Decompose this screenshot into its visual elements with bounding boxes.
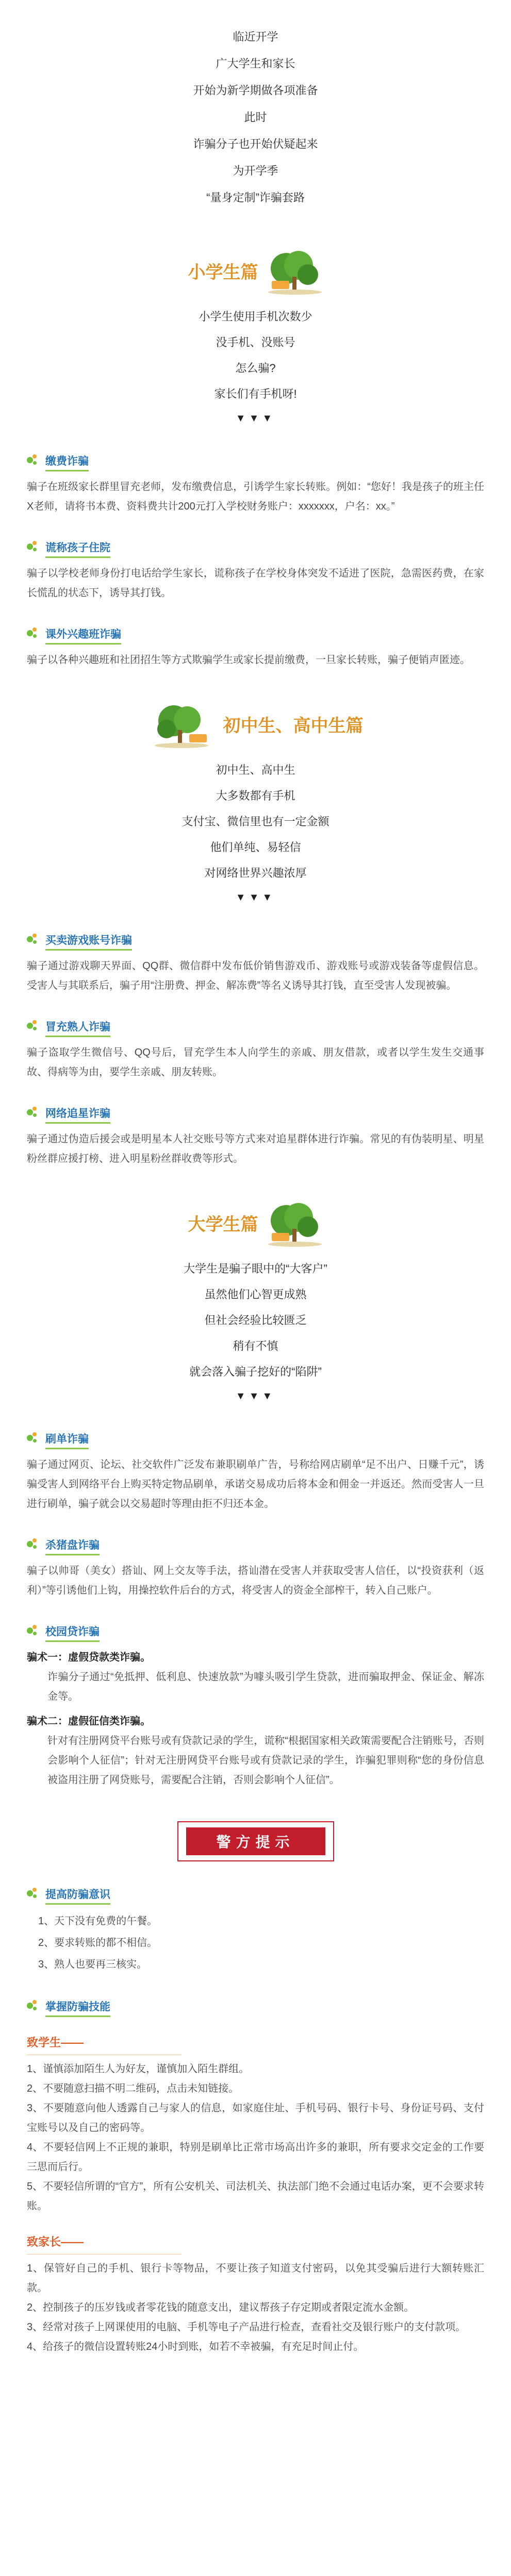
subheading-title: 提高防骗意识 <box>45 1889 110 1901</box>
police-tip-banner <box>0 1805 511 1877</box>
intro-line: 怎么骗? <box>235 362 276 375</box>
list-item: 3、不要随意向他人透露自己与家人的信息，如家庭住址、手机号码、银行卡号、身份证号码、支付宝账号以及自己的密码等。 <box>27 2103 484 2133</box>
section-banner-college <box>0 1189 511 1256</box>
paragraph: 骗子以帅哥（美女）搭讪、网上交友等手法，搭讪潜在受害人并获取受害人信任，以“投资获利（返利）”等引诱他们上钩，用操控软件后台的方式，将受害人的资金全部榨干，转入自己账户。 <box>27 1565 484 1596</box>
bullet-dots-icon <box>27 541 39 553</box>
subheading <box>27 617 511 650</box>
bullet-dots-icon <box>27 2000 39 2012</box>
intro-line: 虽然他们心智更成熟 <box>204 1288 307 1301</box>
subheading-title: 缴费诈骗 <box>45 455 89 467</box>
intro-line: 大学生是骗子眼中的“大客户” <box>184 1262 327 1275</box>
section-banner-secondary <box>0 690 511 757</box>
down-arrows-icon: ▼▼▼ <box>235 1391 276 1402</box>
paragraph <box>27 1648 484 1706</box>
intro-line: 他们单纯、易轻信 <box>210 841 301 854</box>
subheading-title: 校园贷诈骗 <box>45 1626 100 1638</box>
subheading <box>27 1528 511 1561</box>
intro-line: 但社会经验比较匮乏 <box>204 1314 307 1327</box>
list-item: 4、给孩子的微信设置转账24小时到账，如若不幸被骗，有充足时间止付。 <box>27 2341 364 2352</box>
list-item: 5、不要轻信所谓的“官方”，所有公安机关、司法机关、执法部门绝不会通过电话办案，更不会要求转账。 <box>27 2181 484 2212</box>
section-title: 大学生篇 <box>188 1214 258 1234</box>
subheading-title: 刷单诈骗 <box>45 1433 89 1445</box>
intro-line: 家长们有手机呀! <box>214 387 297 400</box>
secondary-intro <box>0 757 511 909</box>
bullet-dots-icon <box>27 1432 39 1445</box>
paragraph: 骗子盗取学生微信号、QQ号后，冒充学生本人向学生的亲戚、朋友借款，或者以学生发生交通事故、得病等为由，要学生亲戚、朋友转账。 <box>27 1047 484 1078</box>
subheading <box>27 1096 511 1129</box>
subheading-title: 掌握防骗技能 <box>45 2001 110 2013</box>
paragraph: 骗子通过网页、论坛、社交软件广泛发布兼职刷单广告，号称给网店刷单“足不出户、日赚千元”，诱骗受害人到网络平台上购买特定物品刷单，承诺交易成功后将本金和佣金一并返还。然而受害人一旦进行刷单，骗子就会以交易超时等理由拒不归还本金。 <box>27 1459 484 1510</box>
group-label-students: 致学生—— <box>27 2036 84 2049</box>
intro-line: 稍有不慎 <box>233 1340 278 1352</box>
list-item: 1、保管好自己的手机、银行卡等物品，不要让孩子知道支付密码，以免其受骗后进行大额转账汇款。 <box>27 2263 484 2294</box>
subheading-title: 课外兴趣班诈骗 <box>45 629 121 640</box>
intro-block <box>0 0 511 211</box>
bullet-dots-icon <box>27 1625 39 1637</box>
subheading <box>27 1422 511 1455</box>
intro-line: 初中生、高中生 <box>216 764 295 776</box>
subheading-title: 买卖游戏账号诈骗 <box>45 935 132 946</box>
intro-line: 支付宝、微信里也有一定金额 <box>182 815 329 828</box>
section-title: 初中生、高中生篇 <box>223 716 364 736</box>
list-item: 1、谨慎添加陌生人为好友，谨慎加入陌生群组。 <box>27 2063 250 2075</box>
section-banner-primary <box>0 237 511 304</box>
list-item: 2、控制孩子的压岁钱或者零花钱的随意支出，建议帮孩子存定期或者限定流水金额。 <box>27 2302 415 2313</box>
subheading <box>27 1990 511 2023</box>
method-text: 针对有注册网贷平台账号或有贷款记录的学生，谎称“根据国家相关政策需要配合注销账号，否则会影响个人征信”；针对无注册网贷平台账号或有贷款记录的学生，诈骗犯罪则称“您的身份信息被盗用注册了网贷账号，需要配合注销，否则会影响个人征信”。 <box>47 1735 484 1786</box>
list-item: 3、熟人也要再三核实。 <box>38 1959 147 1970</box>
subheading-title: 杀猪盘诈骗 <box>45 1539 100 1551</box>
primary-intro <box>0 304 511 430</box>
intro-line: “量身定制”诈骗套路 <box>206 191 305 204</box>
paragraph: 骗子以学校老师身份打电话给学生家长，谎称孩子在学校身体突发不适进了医院，急需医药费，在家长慌乱的状态下，诱导其打钱。 <box>27 568 484 599</box>
intro-line: 此时 <box>244 111 267 124</box>
method-text: 诈骗分子通过“免抵押、低利息、快速放款”为噱头吸引学生贷款，进而骗取押金、保证金、解冻金等。 <box>47 1671 484 1702</box>
intro-line: 临近开学 <box>233 30 278 43</box>
intro-line: 诈骗分子也开始伏疑起来 <box>193 138 318 150</box>
section-title: 小学生篇 <box>188 262 258 282</box>
subheading-title: 冒充熟人诈骗 <box>45 1021 110 1033</box>
intro-line: 大多数都有手机 <box>216 789 295 802</box>
tree-icon <box>261 1197 328 1248</box>
subheading-title: 谎称孩子住院 <box>45 542 110 554</box>
bullet-dots-icon <box>27 1538 39 1551</box>
bullet-dots-icon <box>27 934 39 946</box>
down-arrows-icon: ▼▼▼ <box>235 892 276 903</box>
subheading-title: 网络追星诈骗 <box>45 1108 110 1120</box>
list-item: 3、经常对孩子上网课使用的电脑、手机等电子产品进行检查，查看社交及银行账户的支付款项。 <box>27 2321 466 2333</box>
bullet-dots-icon <box>27 628 39 640</box>
bullet-dots-icon <box>27 1020 39 1032</box>
intro-line: 开始为新学期做各项准备 <box>193 84 318 97</box>
subheading <box>27 1010 511 1043</box>
subheading <box>27 923 511 956</box>
method-label: 骗术一：虚假贷款类诈骗。 <box>27 1652 151 1663</box>
list-item: 2、要求转账的都不相信。 <box>38 1937 158 1948</box>
tree-icon <box>261 245 328 296</box>
intro-line: 小学生使用手机次数少 <box>199 310 312 323</box>
down-arrows-icon: ▼▼▼ <box>235 413 276 424</box>
divider <box>27 2254 182 2255</box>
police-tip-frame <box>177 1821 334 1861</box>
list-item: 4、不要轻信网上不正规的兼职，特别是刷单比正常市场高出许多的兼职，所有要求交定金的工作要三思而后行。 <box>27 2142 484 2173</box>
subheading <box>27 444 511 477</box>
group-label-parents: 致家长—— <box>27 2235 84 2248</box>
bullet-dots-icon <box>27 1107 39 1119</box>
paragraph: 骗子通过伪造后援会或是明星本人社交账号等方式来对追星群体进行诈骗。常见的有伪装明星、明星粉丝群应援打榜、进入明星粉丝群收费等形式。 <box>27 1133 484 1164</box>
paragraph: 骗子通过游戏聊天界面、QQ群、微信群中发布低价销售游戏币、游戏账号或游戏装备等虚假信息。受害人与其联系后，骗子用“注册费、押金、解冻费”等名义诱导其打钱，直至受害人发现被骗。 <box>27 960 484 991</box>
subheading <box>27 531 511 564</box>
bullet-dots-icon <box>27 454 39 467</box>
list-item: 1、天下没有免费的午餐。 <box>38 1916 158 1927</box>
subheading <box>27 1615 511 1648</box>
paragraph <box>27 1711 484 1790</box>
college-intro <box>0 1256 511 1408</box>
tree-icon <box>148 698 215 750</box>
subheading <box>27 1877 511 1910</box>
intro-line: 没手机、没账号 <box>216 336 295 349</box>
paragraph: 骗子以各种兴趣班和社团招生等方式欺骗学生或家长提前缴费，一旦家长转账，骗子便销声匿迹。 <box>27 654 470 666</box>
method-label: 骗术二：虚假征信类诈骗。 <box>27 1716 151 1727</box>
bullet-dots-icon <box>27 1888 39 1900</box>
list-item: 2、不要随意扫描不明二维码，点击未知链接。 <box>27 2083 239 2094</box>
intro-line: 就会落入骗子挖好的“陷阱” <box>189 1365 322 1378</box>
intro-line: 为开学季 <box>233 164 278 177</box>
intro-line: 对网络世界兴趣浓厚 <box>204 867 307 879</box>
paragraph: 骗子在班级家长群里冒充老师，发布缴费信息，引诱学生家长转账。例如：“您好！我是孩子的班主任X老师，请将书本费、资料费共计200元打入学校财务账户：xxxxxxx，户名：xx。” <box>27 481 484 512</box>
intro-line: 广大学生和家长 <box>216 57 295 70</box>
police-tip-title: 警方提示 <box>186 1827 325 1855</box>
